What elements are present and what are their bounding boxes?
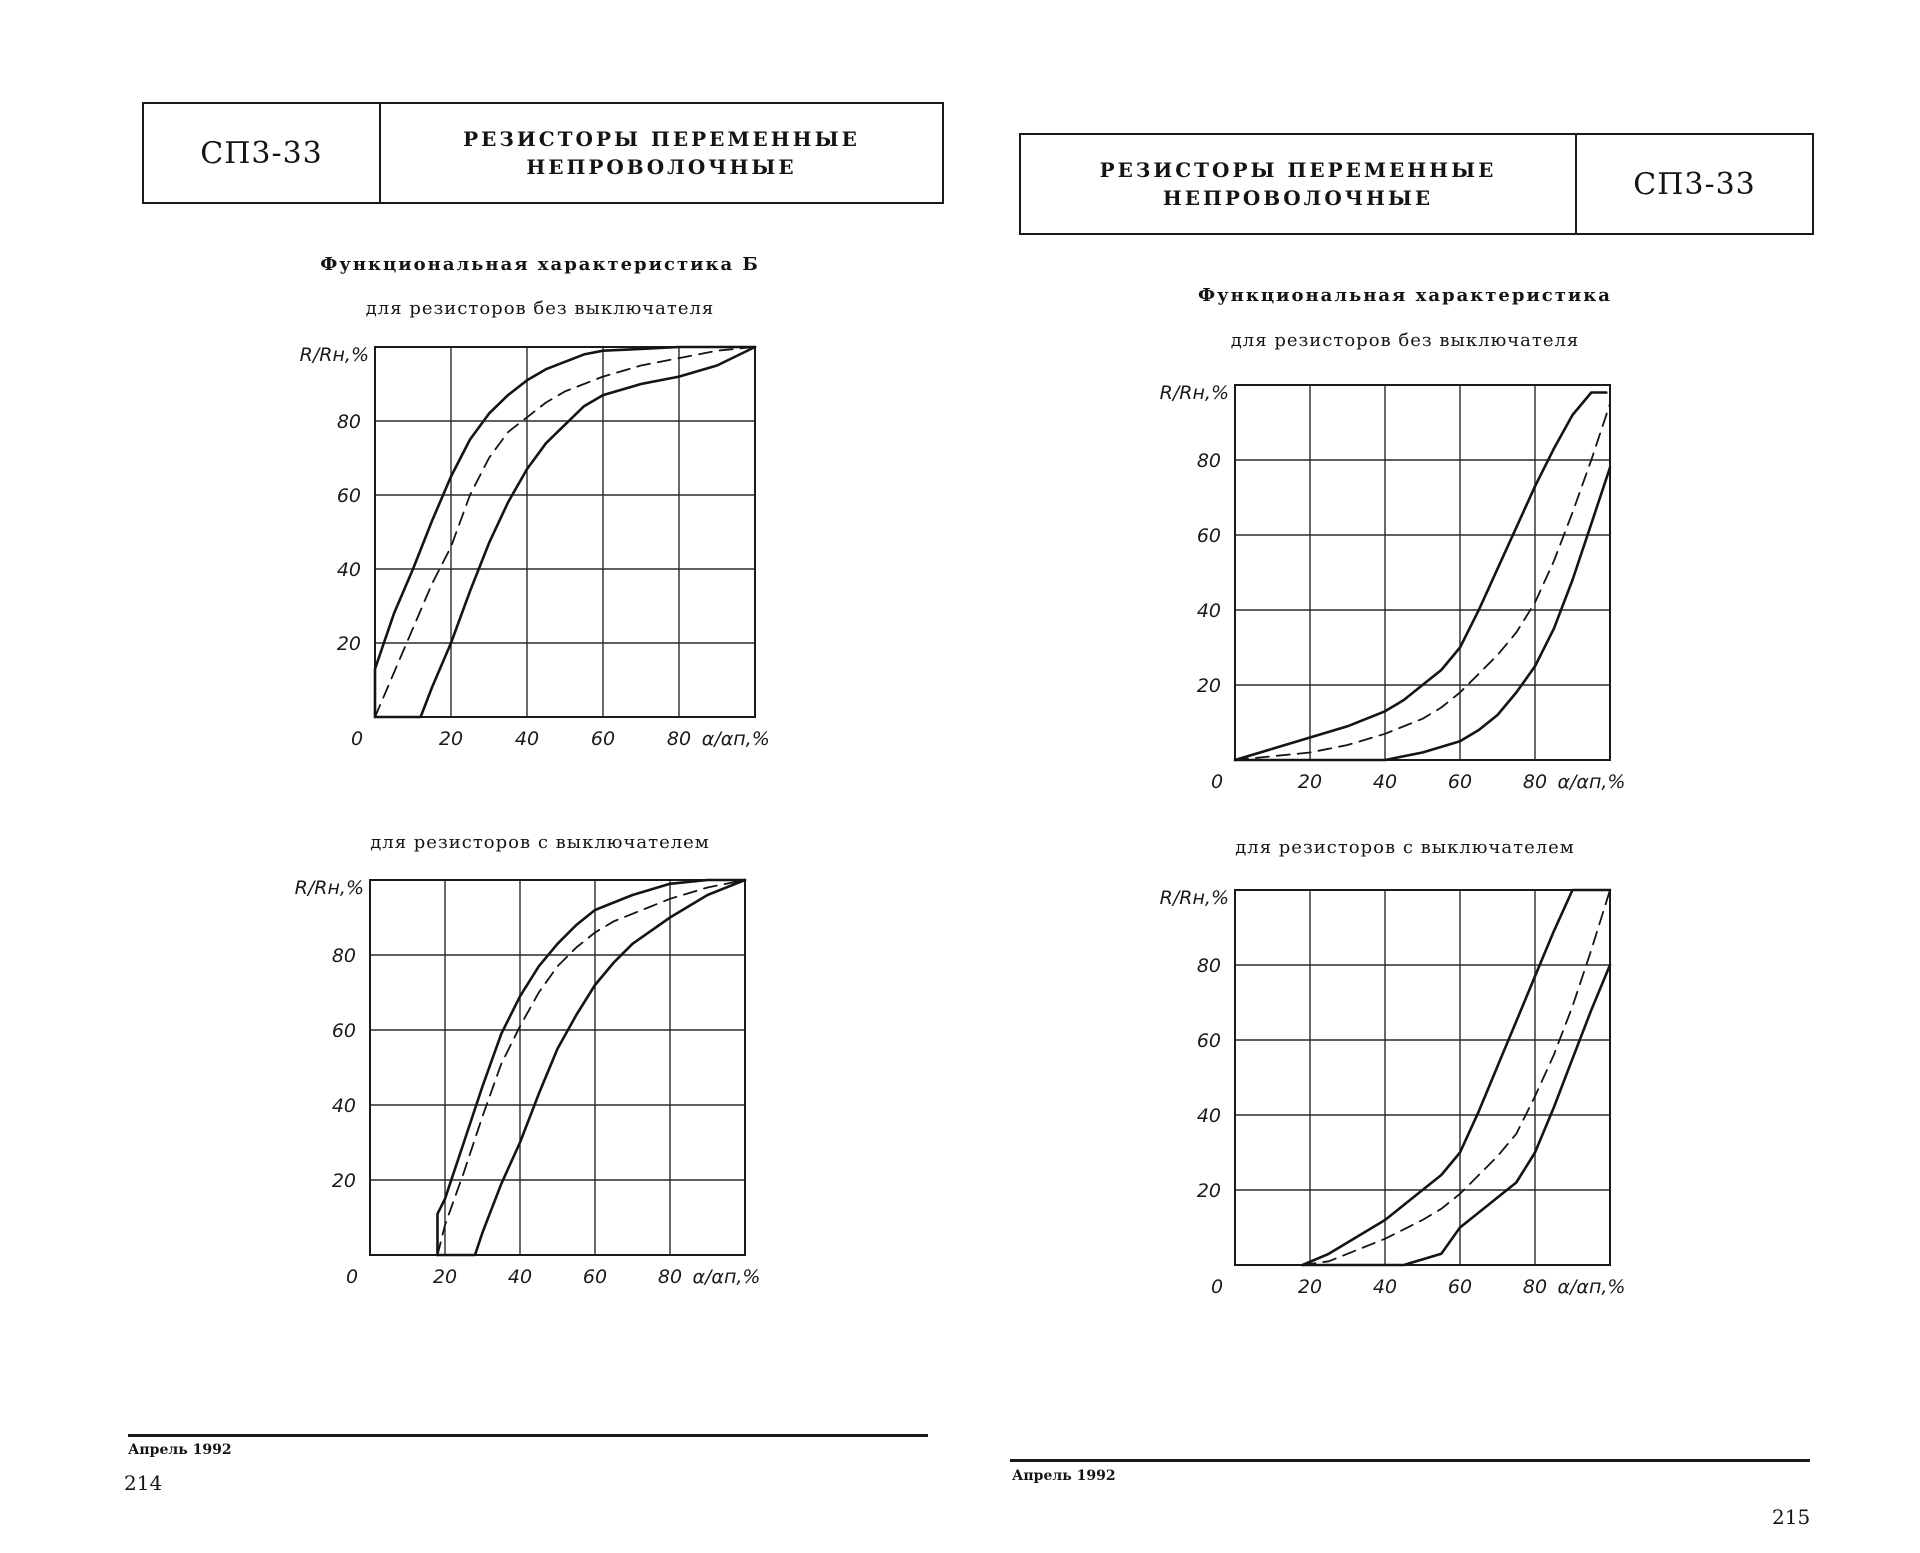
x-axis-label: α/αп,%: [1557, 771, 1626, 793]
y-tick-label: 20: [1196, 1180, 1221, 1202]
x-tick-label: 40: [1372, 1276, 1398, 1298]
series-line-nominal: [438, 880, 746, 1255]
footer-date: Апрель 1992: [128, 1442, 232, 1458]
component-title: РЕЗИСТОРЫ ПЕРЕМЕННЫЕ НЕПРОВОЛОЧНЫЕ: [463, 127, 860, 179]
x-tick-label: 80: [657, 1266, 683, 1288]
x-tick-label: 20: [1297, 1276, 1323, 1298]
y-tick-label: 40: [331, 1095, 356, 1117]
y-axis-label: R/Rн,%: [1159, 887, 1229, 909]
chart-caption-no-switch: для резисторов без выключателя: [365, 298, 715, 319]
chart-with-switch-214: [290, 858, 790, 1298]
page-215: [960, 0, 1920, 1553]
component-code: СП3-33: [200, 135, 323, 171]
x-tick-label: 60: [1447, 771, 1473, 793]
y-axis-label: R/Rн,%: [299, 344, 369, 366]
x-tick-label: 80: [1522, 771, 1548, 793]
y-tick-label: 80: [331, 945, 356, 967]
footer-rule: [128, 1434, 928, 1437]
x-tick-label: 80: [1522, 1276, 1548, 1298]
page-number: 214: [124, 1471, 163, 1495]
x-tick-label: 20: [438, 728, 464, 750]
series-line-lower: [375, 347, 755, 717]
chart-caption-no-switch: для резисторов без выключателя: [1230, 330, 1580, 351]
x-axis-label: α/αп,%: [701, 728, 770, 750]
x-tick-label: 60: [590, 728, 616, 750]
page-number: 215: [1772, 1505, 1811, 1529]
footer-date: Апрель 1992: [1012, 1468, 1116, 1484]
chart-section-title: Функциональная характеристика: [1198, 285, 1612, 306]
y-tick-label: 80: [1196, 450, 1221, 472]
plot-frame: [375, 347, 755, 717]
series-line-upper: [1235, 393, 1606, 761]
x-tick-label: 20: [1297, 771, 1323, 793]
series-line-nominal: [1303, 890, 1611, 1265]
y-axis-label: R/Rн,%: [1159, 382, 1229, 404]
y-tick-label: 20: [1196, 675, 1221, 697]
x-tick-label: 0: [1210, 771, 1224, 793]
component-title: РЕЗИСТОРЫ ПЕРЕМЕННЫЕ НЕПРОВОЛОЧНЫЕ: [1099, 158, 1497, 210]
x-tick-label: 0: [345, 1266, 359, 1288]
x-tick-label: 80: [666, 728, 692, 750]
plot-frame: [370, 880, 745, 1255]
y-tick-label: 40: [1196, 600, 1221, 622]
chart-caption-with-switch: для резисторов с выключателем: [1235, 837, 1575, 858]
x-tick-label: 60: [1447, 1276, 1473, 1298]
x-tick-label: 40: [507, 1266, 533, 1288]
x-tick-label: 0: [1210, 1276, 1224, 1298]
x-tick-label: 0: [350, 728, 364, 750]
page-header: [1019, 133, 1814, 235]
page-header: [142, 102, 944, 204]
series-line-upper: [1303, 890, 1611, 1265]
footer-rule: [1010, 1459, 1810, 1462]
chart-no-switch-215: [1155, 357, 1655, 807]
x-tick-label: 60: [582, 1266, 608, 1288]
series-line-nominal: [375, 347, 755, 717]
x-tick-label: 40: [1372, 771, 1398, 793]
chart-caption-with-switch: для резисторов с выключателем: [370, 832, 710, 853]
x-axis-label: α/αп,%: [692, 1266, 761, 1288]
chart-no-switch-214: [290, 325, 790, 765]
y-tick-label: 60: [1196, 525, 1221, 547]
x-axis-label: α/αп,%: [1557, 1276, 1626, 1298]
y-tick-label: 80: [336, 411, 361, 433]
y-tick-label: 40: [336, 559, 361, 581]
y-tick-label: 40: [1196, 1105, 1221, 1127]
chart-section-title: Функциональная характеристика Б: [320, 254, 760, 275]
x-tick-label: 40: [514, 728, 540, 750]
y-tick-label: 60: [331, 1020, 356, 1042]
x-tick-label: 20: [432, 1266, 458, 1288]
y-tick-label: 20: [336, 633, 361, 655]
y-tick-label: 80: [1196, 955, 1221, 977]
plot-frame: [1235, 385, 1610, 760]
y-tick-label: 60: [1196, 1030, 1221, 1052]
series-line-nominal: [1235, 404, 1610, 760]
component-code: СП3-33: [1633, 166, 1756, 202]
series-line-upper: [375, 347, 755, 717]
y-tick-label: 20: [331, 1170, 356, 1192]
y-axis-label: R/Rн,%: [294, 877, 364, 899]
chart-with-switch-215: [1155, 868, 1655, 1313]
series-line-lower: [1235, 468, 1610, 761]
y-tick-label: 60: [336, 485, 361, 507]
plot-frame: [1235, 890, 1610, 1265]
